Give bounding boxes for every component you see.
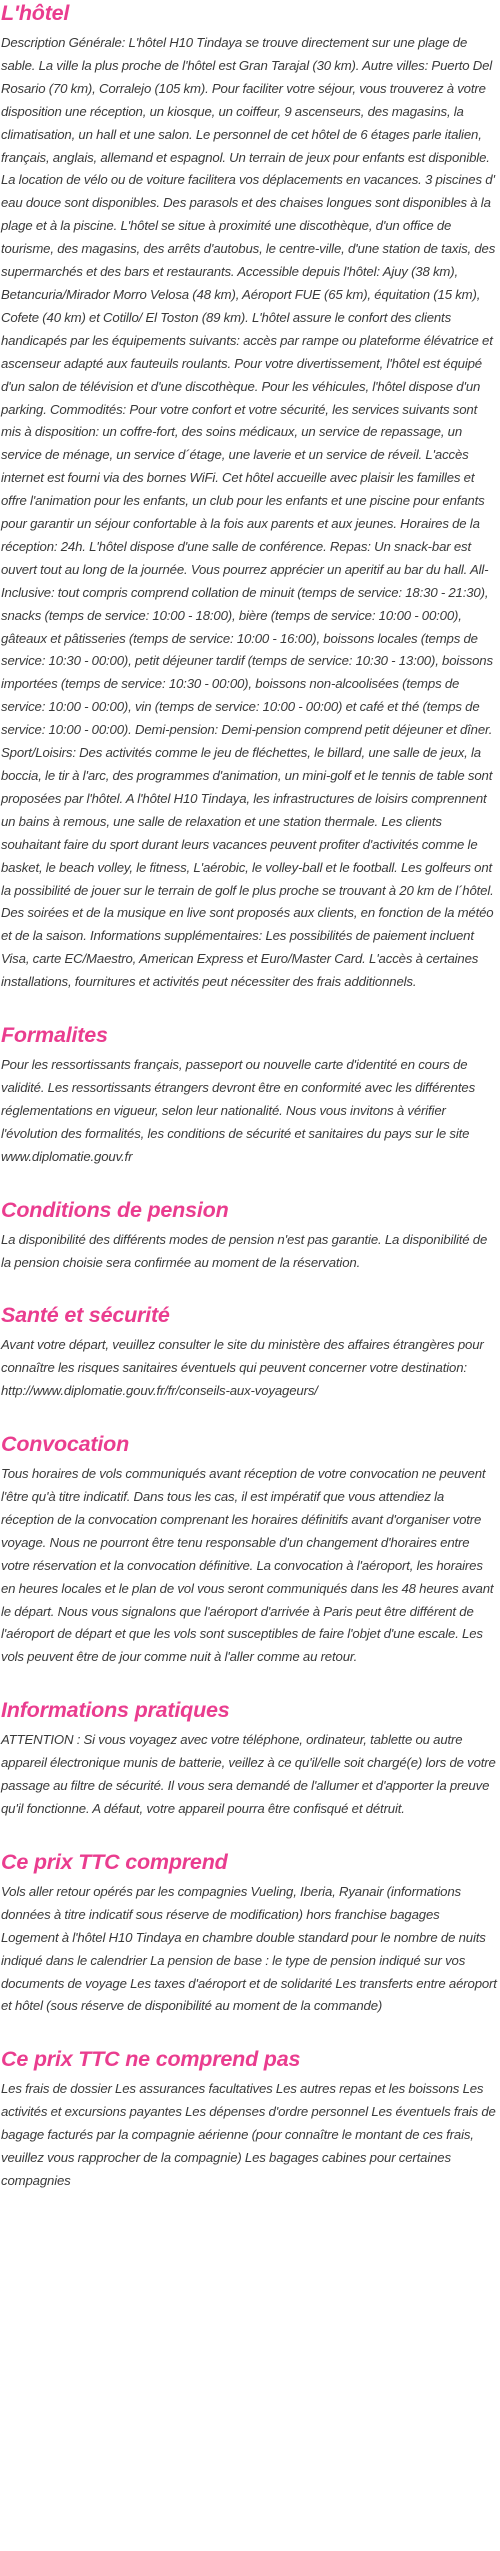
section-body-formalites: Pour les ressortissants français, passeport ou nouvelle carte d'identité en cours de validité. Les ressortissants étrangers devront être en conformité avec les différentes réglementations en vigueur, selon leur nationalité. Nous vous invitons à vérifier l'évolution des formalités, les conditions de sécurité et sanitaires du pays sur le site www.diplomatie.gouv.fr bbox=[1, 1057, 476, 1164]
section-body-informations-pratiques: ATTENTION : Si vous voyagez avec votre téléphone, ordinateur, tablette ou autre appareil électronique munis de batterie, veillez à ce qu'il/elle soit chargé(e) lors de votre passage au filtre de sécurité. Il vous sera demandé de l'allumer et d'apporter la preuve qu'il fonctionne. A défaut, votre appareil pourra être confisqué et détruit. bbox=[1, 1732, 496, 1816]
section-body-hotel: Description Générale: L'hôtel H10 Tindaya se trouve directement sur une plage de sable. La ville la plus proche de l'hôtel est Gran Tarajal (30 km). Autre villes: Puerto Del Rosario (70 km), Corralejo (105 km). Pour faciliter votre séjour, vous trouverez à votre disposition une réception, un kiosque, un coiffeur, 9 ascenseurs, des magasins, la climatisation, un hall et une salon. Le personnel de cet hôtel de 6 étages parle italien, français, anglais, allemand et espagnol. Un terrain de jeux pour enfants est disponible. La location de vélo ou de voiture facilitera vos déplacements en vacances. 3 piscines d' eau douce sont disponibles. Des parasols et des chaises longues sont disponibles à la plage et à la piscine. L'hôtel se situe à proximité une discothèque, d'un office de tourisme, des magasins, des arrêts d'autobus, le centre-ville, d'une station de taxis, des supermarchés et des bars et restaurants. Accessible depuis l'hôtel: Ajuy (38 km), Betancuria/Mirador Morro Velosa (48 km), Aéroport FUE (65 km), équitation (15 km), Cofete (40 km) et Cotillo/ El Toston (89 km). L'hôtel assure le confort des clients handicapés par les équipements suivants: accès par rampe ou plateforme élévatrice et ascenseur adapté aux fauteuils roulants. Pour votre divertissement, l'hôtel est équipé d'un salon de télévision et d'une discothèque. Pour les véhicules, l'hôtel dispose d'un parking. Commodités: Pour votre confort et votre sécurité, les services suivants sont mis à disposition: un coffre-fort, des soins médicaux, un service de repassage, un service de ménage, un service d´étage, une laverie et un service de réveil. L'accès internet est fourni via des bornes WiFi. Cet hôtel accueille avec plaisir les familles et offre l'animation pour les enfants, un club pour les enfants et une piscine pour enfants pour garantir un séjour confortable à la fois aux parents et aux jeunes. Horaires de la réception: 24h. L'hôtel dispose d'une salle de conférence. Repas: Un snack-bar est ouvert tout au long de la journée. Vous pourrez apprécier un aperitif au bar du hall. All-Inclusive: tout compris comprend collation de minuit (temps de service: 18:30 - 21:30), snacks (temps de service: 10:00 - 18:00), bière (temps de service: 10:00 - 00:00), gâteaux et pâtisseries (temps de service: 10:00 - 16:00), boissons locales (temps de service: 10:30 - 00:00), petit déjeuner tardif (temps de service: 10:30 - 13:00), boissons importées (temps de service: 10:30 - 00:00), boissons non-alcoolisées (temps de service: 10:00 - 00:00), vin (temps de service: 10:00 - 00:00) et café et thé (temps de service: 10:00 - 00:00). Demi-pension: Demi-pension comprend petit déjeuner et dîner. Sport/Loisirs: Des activités comme le jeu de fléchettes, le billard, une salle de jeux, la boccia, le tir à l'arc, des programmes d'animation, un mini-golf et le tennis de table sont proposées par l'hôtel. A l'hôtel H10 Tindaya, les infrastructures de loisirs comprennent un bains à remous, une salle de relaxation et une station thermale. Les clients souhaitant faire du sport durant leurs vacances peuvent profiter d'activités comme le basket, le beach volley, le fitness, L'aérobic, le volley-ball et le football. Les golfeurs ont la possibilité de jouer sur le terrain de golf le plus proche se trouvant à 20 km de l´hôtel. Des soirées et de la musique en live sont proposés aux clients, en fonction de la météo et de la saison. Informations supplémentaires: Les possibilités de paiement incluent Visa, carte EC/Maestro, American Express et Euro/Master Card. L'accès à certaines installations, fournitures et activités peut nécessiter des frais additionnels. bbox=[1, 35, 496, 990]
section-title-conditions-pension: Conditions de pension bbox=[1, 1197, 229, 1222]
section-convocation bbox=[1, 1431, 498, 1669]
section-formalites bbox=[1, 1022, 498, 1169]
section-body-prix-ne-comprend-pas: Les frais de dossier Les assurances facultatives Les autres repas et les boissons Les activités et excursions payantes Les dépenses d'ordre personnel Les éventuels frais de bagage facturés par la compagnie aérienne (pour connaître le montant de ces frais, veuillez vous rapprocher de la compagnie) Les bagages cabines pour certaines compagnies bbox=[1, 2081, 496, 2188]
section-title-sante-securite: Santé et sécurité bbox=[1, 1303, 170, 1328]
section-body-sante-securite: Avant votre départ, veuillez consulter le site du ministère des affaires étrangères pour connaître les risques sanitaires éventuels qui peuvent concerner votre destination: http://www.diplomatie.gouv.fr/fr/conseils-aux-voyageurs/ bbox=[1, 1337, 484, 1399]
section-title-prix-comprend: Ce prix TTC comprend bbox=[1, 1849, 228, 1874]
section-title-hotel: L'hôtel bbox=[1, 1, 70, 25]
section-prix-ne-comprend-pas bbox=[1, 2046, 498, 2193]
section-conditions-pension bbox=[1, 1197, 498, 1275]
section-hotel bbox=[1, 0, 498, 994]
section-body-convocation: Tous horaires de vols communiqués avant réception de votre convocation ne peuvent l'être qu'à titre indicatif. Dans tous les cas, il est impératif que vous attendiez la réception de la convocation comprenant les horaires définitifs avant d'organiser votre voyage. Nous ne pourront être tenu responsable d'un changement d'horaires entre votre réservation et la convocation définitive. La convocation à l'aéroport, les horaires en heures locales et le plan de vol vous seront communiqués dans les 48 heures avant le départ. Nous vous signalons que l'aéroport d'arrivée à Paris peut être différent de l'aéroport de départ et que les vols sont susceptibles de faire l'objet d'une escale. Les vols peuvent être de jour comme nuit à l'aller comme au retour. bbox=[1, 1466, 494, 1665]
section-sante-securite bbox=[1, 1302, 498, 1403]
section-prix-comprend bbox=[1, 1849, 498, 2018]
section-title-convocation: Convocation bbox=[1, 1432, 129, 1457]
section-title-prix-ne-comprend-pas: Ce prix TTC ne comprend pas bbox=[1, 2047, 301, 2072]
section-informations-pratiques bbox=[1, 1697, 498, 1821]
section-body-prix-comprend: Vols aller retour opérés par les compagnies Vueling, Iberia, Ryanair (informations données à titre indicatif sous réserve de modification) hors franchise bagages Logement à l'hôtel H10 Tindaya en chambre double standard pour le nombre de nuits indiqué dans le calendrier La pension de base : le type de pension indiqué sur vos documents de voyage Les taxes d'aéroport et de solidarité Les transferts entre aéroport et hôtel (sous réserve de disponibilité au moment de la commande) bbox=[1, 1883, 497, 2014]
section-title-informations-pratiques: Informations pratiques bbox=[1, 1698, 230, 1723]
section-body-conditions-pension: La disponibilité des différents modes de pension n'est pas garantie. La disponibilité de la pension choisie sera confirmée au moment de la réservation. bbox=[1, 1231, 488, 1270]
section-title-formalites: Formalites bbox=[1, 1023, 108, 1048]
